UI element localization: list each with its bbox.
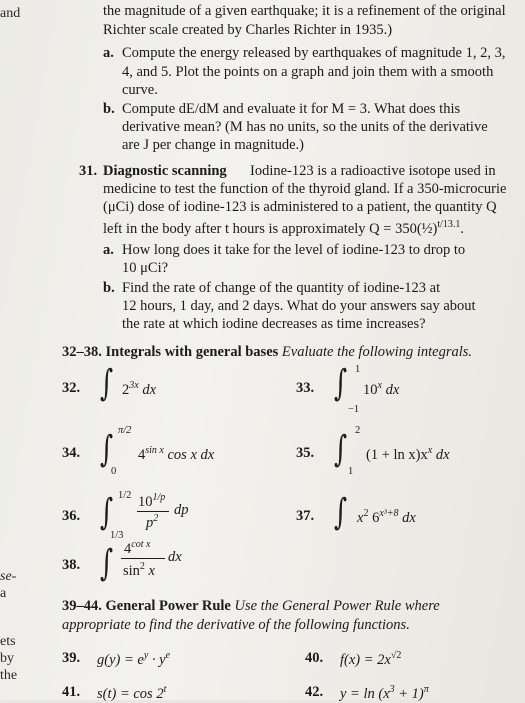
problem-41-number: 41. — [62, 684, 81, 700]
upper-limit: 1/2 — [118, 490, 132, 501]
margin-fragment: and — [0, 6, 21, 21]
integral-sign: ∫ — [100, 363, 114, 404]
problem-31-b-line: Find the rate of change of the quantity of iodine-123 at — [122, 280, 441, 296]
problem-36-number: 36. — [62, 508, 81, 524]
exponent: t — [163, 684, 167, 695]
section-heading-39-44 — [62, 597, 440, 616]
integral-sign: ∫ — [100, 543, 114, 584]
base: 2 — [122, 381, 130, 398]
base: x — [357, 509, 364, 526]
margin-fragment: se- — [0, 569, 17, 584]
problem-31-line: left in the body after t hours is approximately Q = 350(½)$^{t/13.1}$. — [103, 219, 465, 237]
problem-39-function — [97, 650, 170, 669]
problem-32-integrand — [122, 380, 156, 399]
margin-fragment: by — [0, 651, 14, 666]
section-instruction: Use the General Power Rule where — [234, 598, 440, 614]
exponent: e — [165, 650, 171, 661]
base: 6 — [372, 509, 380, 526]
margin-fragment: ets — [0, 634, 16, 649]
upper-limit: 2 — [355, 425, 361, 436]
section-instruction: Evaluate the following integrals. — [281, 344, 473, 360]
function-body: + 1) — [394, 685, 424, 702]
exponent: 2 — [153, 513, 159, 524]
problem-32-number: 32. — [62, 380, 81, 396]
denominator: sin — [123, 562, 140, 579]
base: 4 — [124, 540, 132, 557]
exponent: y — [143, 650, 149, 661]
exponent: 2 — [139, 561, 145, 572]
section-instruction: appropriate to find the derivative of the following functions. — [62, 617, 410, 633]
problem-31-line: medicine to test the function of the thyroid gland. If a 350-microcurie — [103, 181, 507, 197]
base: 10 — [138, 493, 153, 510]
problem-38-denominator — [123, 561, 155, 580]
problem-42-function — [340, 684, 429, 703]
differential: dx — [168, 549, 182, 565]
exponent: cot x — [131, 539, 151, 550]
problem-36-numerator — [138, 492, 165, 511]
differential: dx — [402, 509, 416, 526]
exponent: 3x — [129, 380, 139, 391]
exponent: x — [427, 445, 433, 456]
integrand-tail: cos x dx — [167, 446, 215, 463]
base: 10 — [363, 381, 378, 398]
function-body: f(x) = 2x — [340, 651, 391, 668]
integral-sign: ∫ — [334, 492, 348, 533]
problem-38-numerator — [124, 539, 150, 558]
problem-31-b-line: the rate at which iodine decreases as time increases? — [122, 316, 426, 332]
problem-41-function — [97, 684, 166, 703]
problem-33-integrand — [363, 380, 399, 399]
integrand-body: (1 + ln x)x — [366, 446, 428, 463]
problem-30-b-line: Compute dE/dM and evaluate it for M = 3. What does this — [122, 101, 461, 117]
integral-sign: ∫ — [100, 429, 114, 470]
margin-fragment: a — [0, 586, 7, 601]
problem-31-line: (μCi) dose of iodine-123 is administered to a patient, the quantity Q — [103, 199, 497, 215]
problem-31-number: 31. — [79, 163, 98, 179]
problem-30-a-text: Compute the energy released by earthquakes of magnitude 1, 2, 3, 4, and 5. Plot the points on a graph and join them with a smooth curve. — [122, 45, 506, 98]
problem-36-denominator — [146, 513, 158, 532]
exponent: 2 — [363, 508, 369, 519]
exponent: 3 — [389, 684, 395, 695]
problem-31-exponent: t/13.1 — [437, 219, 461, 230]
exponent: π — [423, 684, 429, 695]
exponent: x — [377, 380, 382, 391]
problem-39-number: 39. — [62, 650, 81, 666]
differential: dx — [435, 446, 450, 463]
exponent: √2 — [390, 650, 402, 661]
problem-31-a-line: How long does it take for the level of iodine-123 to drop to — [122, 242, 466, 258]
problem-31-line: Iodine-123 is a radioactive isotope used in — [250, 163, 496, 179]
integral-sign: ∫ — [334, 429, 348, 470]
problem-31-a-line: 10 μCi? — [122, 260, 169, 276]
problem-30-intro: the magnitude of a given earthquake; it is a refinement of the original Richter scale created by Charles Richter in 1935.) — [103, 3, 506, 38]
problem-40-number: 40. — [305, 650, 324, 666]
function-body: g(y) = e — [97, 651, 144, 668]
base: 4 — [138, 446, 146, 463]
fraction-bar — [121, 558, 165, 559]
problem-30-b-line: are J per change in magnitude.) — [122, 137, 304, 153]
integral-sign: ∫ — [100, 492, 114, 533]
problem-33-number: 33. — [296, 380, 315, 396]
upper-limit: 1 — [355, 364, 361, 375]
margin-fragment: the — [0, 668, 18, 683]
problem-31-title: Diagnostic scanning — [103, 163, 227, 179]
lower-limit: −1 — [348, 404, 360, 415]
integral-sign: ∫ — [334, 363, 348, 404]
problem-31-b-label: b. — [103, 280, 115, 296]
problem-35-integrand — [366, 445, 450, 464]
variable: x — [148, 562, 155, 579]
exponent: 1/p — [152, 492, 166, 503]
differential: dx — [142, 381, 157, 398]
upper-limit: π/2 — [118, 425, 132, 436]
exponent: x³+8 — [379, 508, 399, 519]
function-body: y = ln (x — [340, 685, 390, 702]
function-body: s(t) = cos 2 — [97, 685, 164, 702]
problem-34-number: 34. — [62, 445, 81, 461]
function-body: · y — [148, 651, 166, 668]
differential: dx — [385, 381, 400, 398]
problem-31-a-label: a. — [103, 242, 114, 258]
problem-40-function — [340, 650, 401, 669]
problem-30-b-line: derivative mean? (M has no units, so the units of the derivative — [122, 119, 488, 135]
lower-limit: 0 — [111, 466, 117, 477]
problem-30-a-label: a. — [103, 45, 114, 61]
differential: dp — [174, 502, 189, 518]
problem-34-integrand — [138, 445, 214, 464]
problem-37-integrand — [357, 508, 416, 527]
section-title: 32–38. Integrals with general bases — [62, 344, 279, 360]
problem-30-b-label: b. — [103, 101, 115, 117]
section-title: 39–44. General Power Rule — [62, 598, 231, 614]
problem-35-number: 35. — [296, 445, 315, 461]
problem-38-number: 38. — [62, 557, 81, 573]
problem-31-b-line: 12 hours, 1 day, and 2 days. What do your answers say about — [122, 298, 476, 314]
section-heading-32-38 — [62, 343, 472, 362]
denominator: p — [146, 514, 154, 531]
lower-limit: 1/3 — [110, 530, 124, 541]
lower-limit: 1 — [348, 466, 354, 477]
exponent: sin x — [145, 445, 164, 456]
problem-31-formula: left in the body after t hours is approximately Q = 350(½) — [103, 220, 438, 237]
problem-42-number: 42. — [305, 684, 324, 700]
fraction-bar — [137, 511, 169, 512]
problem-37-number: 37. — [296, 508, 315, 524]
